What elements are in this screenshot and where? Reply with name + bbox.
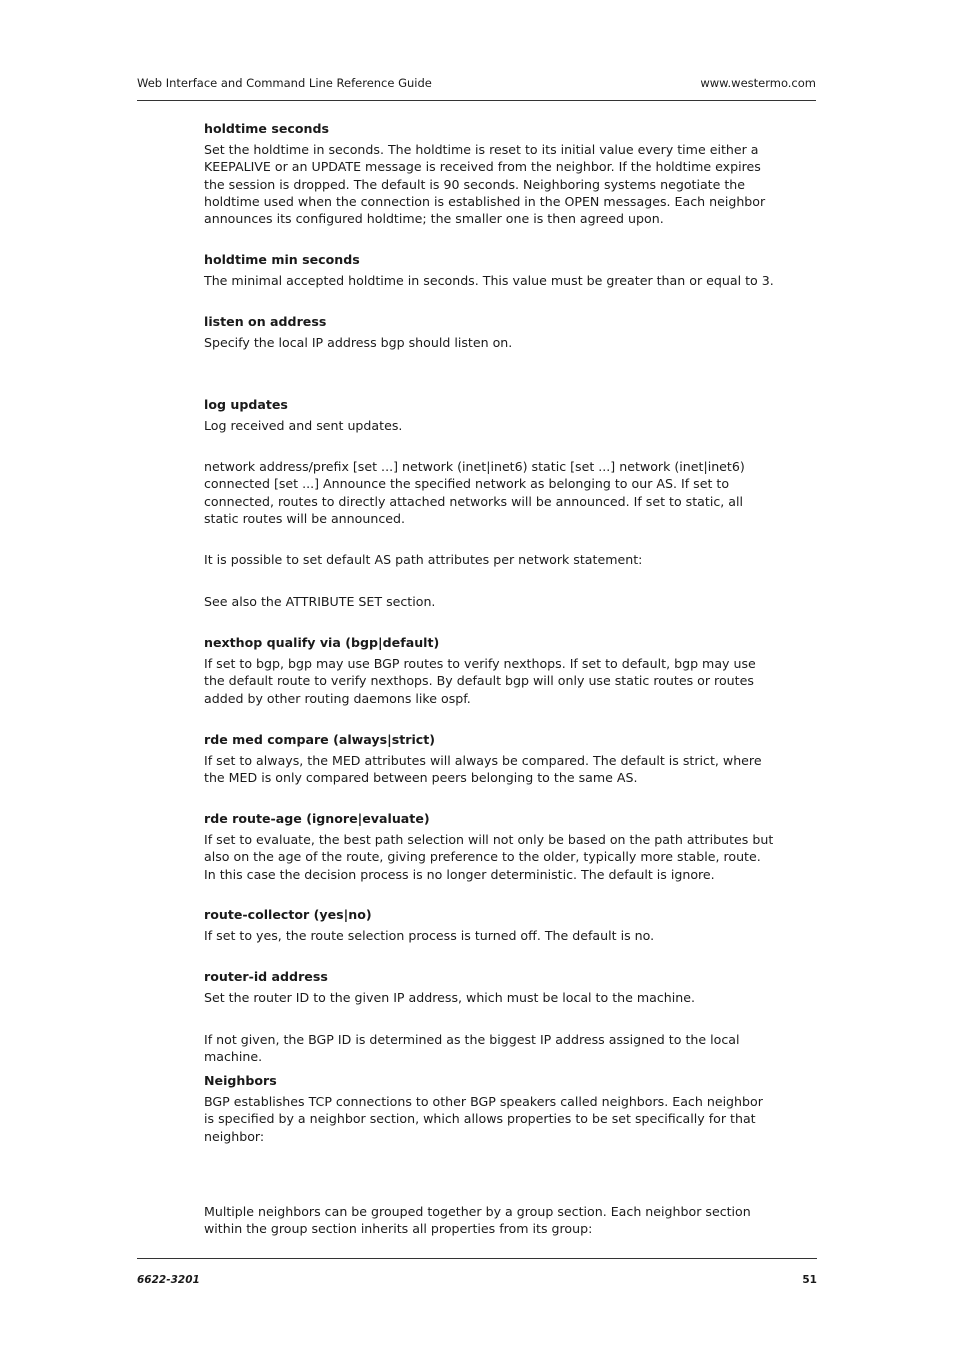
paragraph-network xyxy=(204,458,774,527)
section-rde-route-age xyxy=(204,810,774,883)
paragraph-groups xyxy=(204,1203,774,1238)
section-listen-on-address xyxy=(204,313,774,351)
website-link[interactable]: www.westermo.com xyxy=(700,76,816,90)
section-heading: rde med compare (always|strict) xyxy=(204,732,436,747)
section-text: network address/prefix [set ...] network (inet|inet6) static [set ...] network (inet|inet6) connected [set ...] Announce the specified network as belonging to our AS. If set to connected, routes to directly attached networks will be announced. If set to static, all static routes will be announced. xyxy=(204,459,745,526)
section-heading: nexthop qualify via (bgp|default) xyxy=(204,635,440,650)
section-rde-med-compare xyxy=(204,731,774,787)
section-neighbors xyxy=(204,1072,774,1145)
paragraph-bgp-id xyxy=(204,1031,774,1066)
section-heading: rde route-age (ignore|evaluate) xyxy=(204,811,430,826)
page-header xyxy=(137,76,816,101)
document-number: 6622-3201 xyxy=(137,1274,200,1286)
section-text: If set to yes, the route selection process is turned off. The default is no. xyxy=(204,928,655,943)
section-text: If set to always, the MED attributes will always be compared. The default is strict, where the MED is only compared between peers belonging to the same AS. xyxy=(204,753,762,786)
section-route-collector xyxy=(204,906,774,944)
section-text: It is possible to set default AS path attributes per network statement: xyxy=(204,552,643,567)
page-number: 51 xyxy=(802,1274,817,1286)
section-heading: holdtime seconds xyxy=(204,121,329,136)
paragraph-default-attributes xyxy=(204,551,774,568)
section-text: Set the holdtime in seconds. The holdtime is reset to its initial value every time either a KEEPALIVE or an UPDATE message is received from the neighbor. If the holdtime expires the session is dropped. The default is 90 seconds. Neighboring systems negotiate the holdtime used when the connection is established in the OPEN messages. Each neighbor announces its configured holdtime; the smaller one is then agreed upon. xyxy=(204,142,766,227)
section-text: BGP establishes TCP connections to other BGP speakers called neighbors. Each neighbor is specified by a neighbor section, which allows properties to be set specifically for that neighbor: xyxy=(204,1094,763,1144)
section-log-updates xyxy=(204,396,774,434)
section-holdtime-min-seconds xyxy=(204,251,774,289)
section-heading: route-collector (yes|no) xyxy=(204,907,372,922)
section-router-id xyxy=(204,968,774,1006)
section-heading: holdtime min seconds xyxy=(204,252,360,267)
section-text: If set to bgp, bgp may use BGP routes to verify nexthops. If set to default, bgp may use the default route to verify nexthops. By default bgp will only use static routes or routes added by other routing daemons like ospf. xyxy=(204,656,756,706)
section-text: See also the ATTRIBUTE SET section. xyxy=(204,594,436,609)
section-text: Set the router ID to the given IP address, which must be local to the machine. xyxy=(204,990,695,1005)
section-heading: log updates xyxy=(204,397,288,412)
page-footer xyxy=(137,1258,817,1286)
section-text: If set to evaluate, the best path selection will not only be based on the path attributes but also on the age of the route, giving preference to the older, typically more stable, route. In this case the decision process is no longer deterministic. The default is ignore. xyxy=(204,832,774,882)
section-text: Specify the local IP address bgp should listen on. xyxy=(204,335,513,350)
paragraph-see-also xyxy=(204,593,774,610)
section-holdtime-seconds xyxy=(204,120,774,227)
section-heading: Neighbors xyxy=(204,1073,277,1088)
guide-title: Web Interface and Command Line Reference Guide xyxy=(137,76,432,90)
section-text: The minimal accepted holdtime in seconds. This value must be greater than or equal to 3. xyxy=(204,273,774,288)
section-heading: router-id address xyxy=(204,969,328,984)
section-text: If not given, the BGP ID is determined as the biggest IP address assigned to the local machine. xyxy=(204,1032,740,1065)
section-text: Log received and sent updates. xyxy=(204,418,403,433)
section-nexthop-qualify xyxy=(204,634,774,707)
section-heading: listen on address xyxy=(204,314,327,329)
section-text: Multiple neighbors can be grouped together by a group section. Each neighbor section within the group section inherits all properties from its group: xyxy=(204,1204,751,1237)
